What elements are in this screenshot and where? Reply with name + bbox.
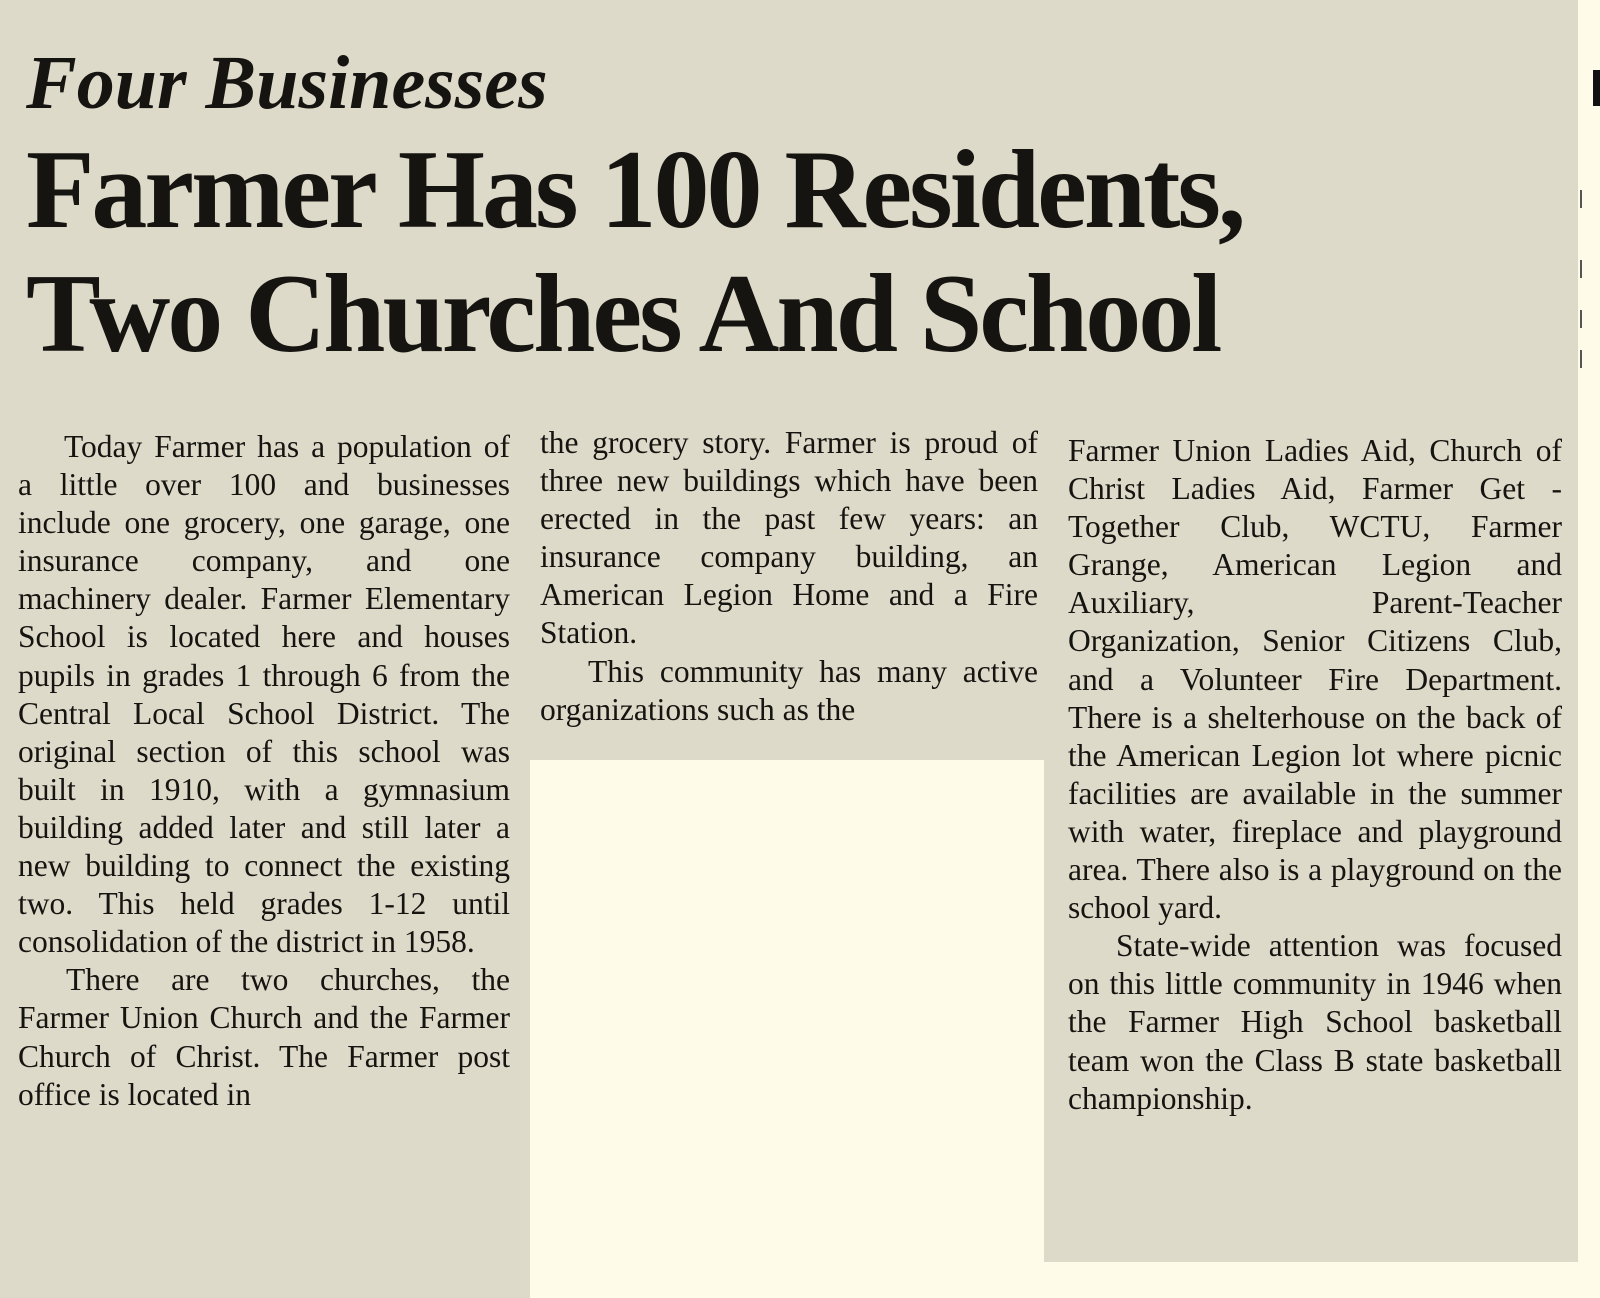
paragraph: Farmer Union Ladies Aid, Church of Christ Ladies Aid, Farmer Get - Together Club, WCTU, Farmer Grange, American Legion and Auxiliary, Parent-Teacher Organization, Senior Citizens Club, and a Volunteer Fire Department. There is a shelterhouse on the back of the American Legion lot where picnic facilities are available in the summer with water, fireplace and playground area. There also is a playground on the school yard. xyxy=(1068,433,1562,926)
paragraph: This community has many active organizations such as the xyxy=(540,653,1038,727)
paragraph: State-wide attention was focused on this little community in 1946 when the Farmer High School basketball team won the Class B state basketball championship. xyxy=(1068,928,1562,1116)
edge-mark xyxy=(1580,190,1582,208)
edge-bar-mark xyxy=(1593,70,1600,106)
article-column-2 xyxy=(540,424,1038,729)
edge-mark xyxy=(1580,310,1582,328)
adjacent-page-edge xyxy=(1578,20,1600,1298)
paragraph: There are two churches, the Farmer Union Church and the Farmer Church of Christ. The Farmer post office is located in xyxy=(18,962,510,1112)
headline-line-1: Farmer Has 100 Residents, xyxy=(26,128,1243,252)
edge-mark xyxy=(1580,350,1582,368)
article-column-1 xyxy=(18,428,510,1114)
edge-mark xyxy=(1580,260,1582,278)
article-headline xyxy=(26,128,1446,376)
article-column-3 xyxy=(1068,432,1562,1118)
headline-line-2: Two Churches And School xyxy=(26,252,1220,376)
article-kicker: Four Businesses xyxy=(26,41,548,125)
paragraph: the grocery story. Farmer is proud of three new buildings which have been erected in the past few years: an insurance company building, an American Legion Home and a Fire Station. xyxy=(540,425,1038,651)
paragraph: Today Farmer has a population of a little over 100 and businesses include one grocery, one garage, one insurance company, and one machinery dealer. Farmer Elementary School is located here and houses pupils in grades 1 through 6 from the Central Local School District. The original section of this school was built in 1910, with a gymnasium building added later and still later a new building to connect the existing two. This held grades 1-12 until consolidation of the district in 1958. xyxy=(18,429,510,960)
